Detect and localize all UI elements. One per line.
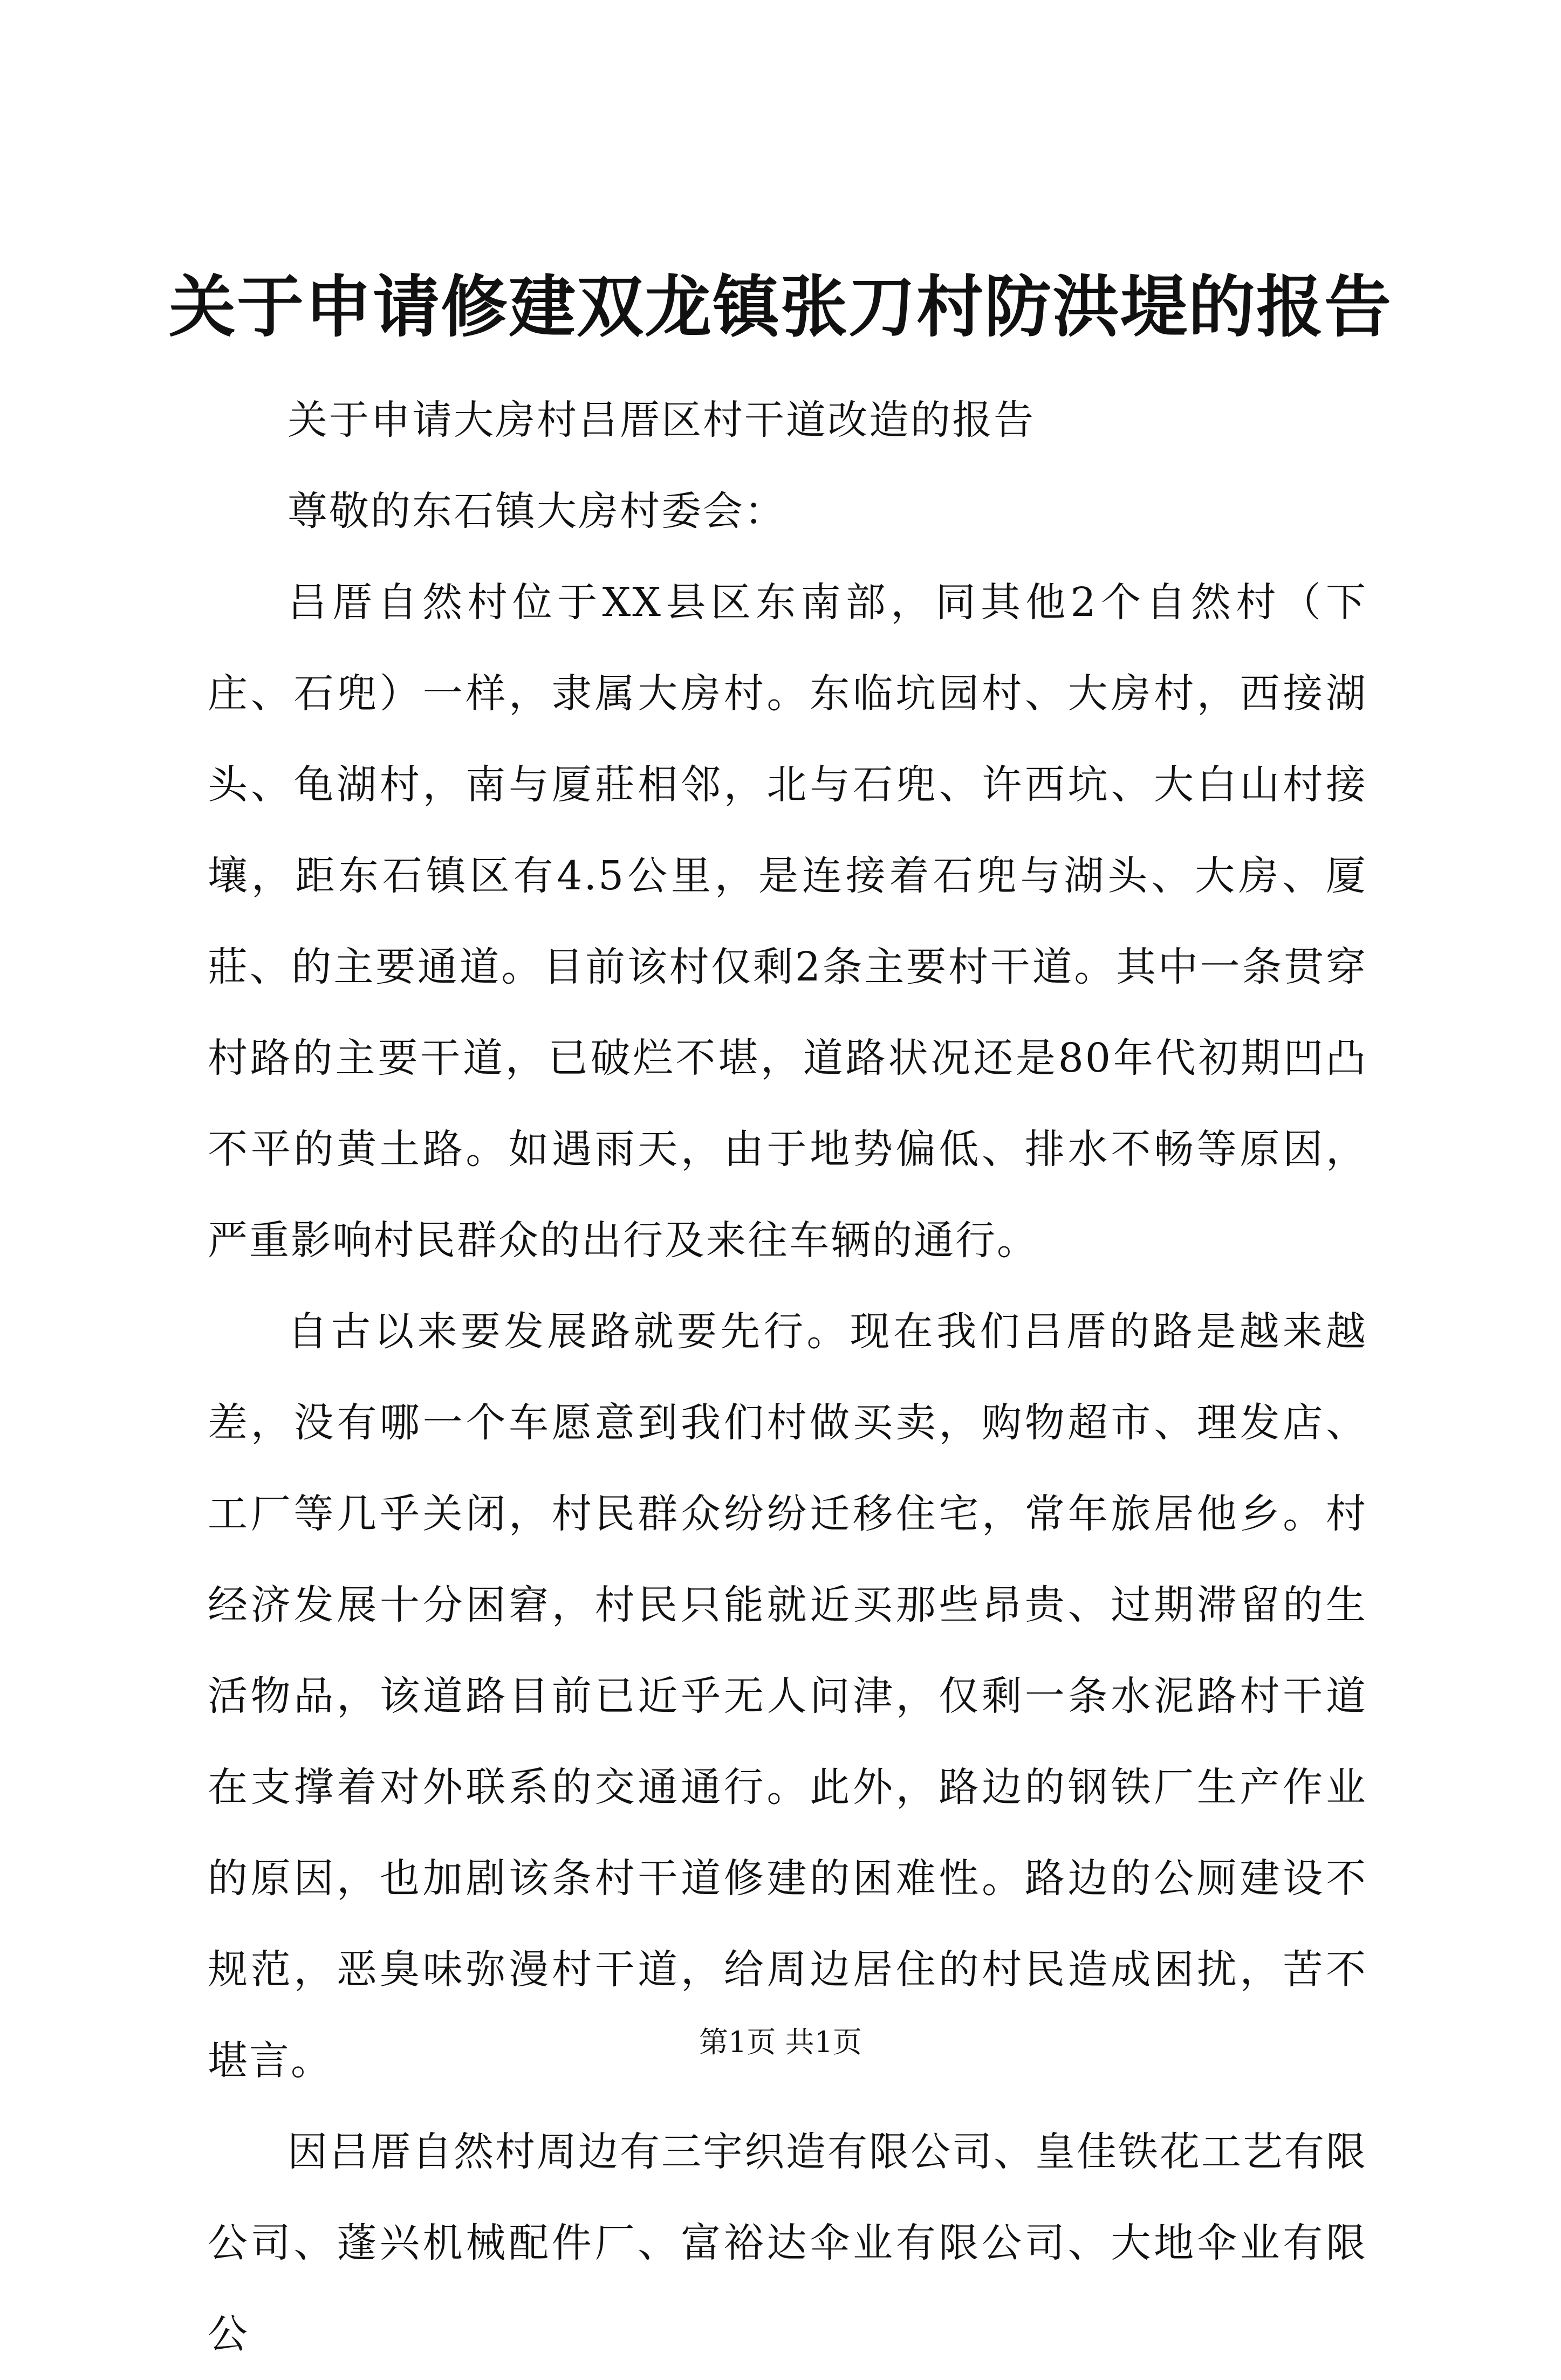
body-paragraph: 吕厝自然村位于XX县区东南部，同其他2个自然村（下庄、石兜）一样，隶属大房村。东临坑园村、大房村，西接湖头、龟湖村，南与厦莊相邻，北与石兜、许西坑、大白山村接壤，距东石镇区有4.5公里，是连接着石兜与湖头、大房、厦莊、的主要通道。目前该村仅剩2条主要村干道。其中一条贯穿村路的主要干道，已破烂不堪，道路状况还是80年代初期凹凸不平的黄土路。如遇雨天，由于地势偏低、排水不畅等原因，严重影响村民群众的出行及来往车辆的通行。 [208, 579, 1367, 1264]
document-body [208, 375, 1367, 2380]
body-paragraph: 自古以来要发展路就要先行。现在我们吕厝的路是越来越差，没有哪一个车愿意到我们村做买卖，购物超市、理发店、工厂等几乎关闭，村民群众纷纷迁移住宅，常年旅居他乡。村经济发展十分困窘，村民只能就近买那些昂贵、过期滞留的生活物品，该道路目前已近乎无人问津，仅剩一条水泥路村干道在支撑着对外联系的交通通行。此外，路边的钢铁厂生产作业的原因，也加剧该条村干道修建的困难性。路边的公厕建设不规范，恶臭味弥漫村干道，给周边居住的村民造成困扰，苦不堪言。 [208, 1308, 1367, 2084]
salutation-paragraph: 尊敬的东石镇大房村委会： [287, 488, 786, 534]
body-paragraph: 因吕厝自然村周边有三宇织造有限公司、皇佳铁花工艺有限公司、蓬兴机械配件厂、富裕达伞业有限公司、大地伞业有限公 [208, 2129, 1367, 2357]
page-number-footer: 第1页 共1页 [699, 2025, 862, 2059]
subtitle-paragraph: 关于申请大房村吕厝区村干道改造的报告 [287, 397, 1035, 443]
document-title: 关于申请修建双龙镇张刀村防洪堤的报告 [168, 268, 1392, 346]
